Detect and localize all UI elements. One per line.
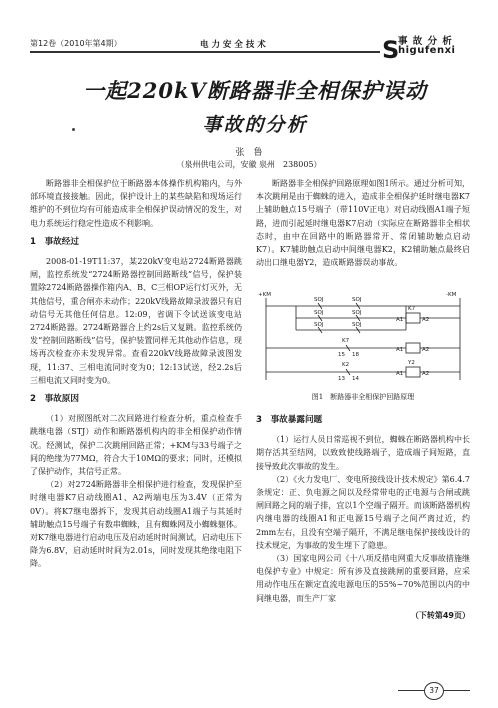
y2-pin-a2: A2 bbox=[422, 371, 430, 377]
contact-label-3: SOJ bbox=[314, 310, 324, 316]
section-3-paragraph-1: （1）运行人员日常巡视不到位，蜘蛛在断路器机构中长期存活其至结网，以致致使线路端子，造成端子间短路，直接导致此次事故的发生。 bbox=[256, 435, 470, 471]
section-1-heading: 1 事故经过 bbox=[30, 236, 79, 247]
k7-label: K7 bbox=[408, 306, 416, 312]
k2-pin-a2: A2 bbox=[422, 347, 430, 353]
page-number-badge bbox=[398, 682, 470, 698]
journal-header bbox=[0, 0, 498, 62]
terminal-13: 13 bbox=[338, 376, 345, 382]
intro-paragraph: 断路器非全相保护位于断路器本体操作机构箱内，与外部环境直接接触。因此，保护设计上的某些缺陷和现场运行维护的不到位均有可能造成非全相保护误动情况的发生，对电力系统运行稳定性造成不利影响。 bbox=[30, 179, 242, 228]
left-bus-label: +KM bbox=[258, 292, 271, 298]
y2-pin-a1: A1 bbox=[396, 371, 404, 377]
k7-coil-rect bbox=[406, 313, 420, 323]
section-3-paragraph-3: （3）国家电网公司《十八项反措电网重大反事故措施继电保护专业》中规定：所有涉及直接跳闸的重要回路，应采用动作电压在额定直流电源电压的55%~70%范围以内的中间继电器，而生产厂家 bbox=[256, 554, 470, 603]
section-2-heading: 2 事故原因 bbox=[30, 394, 79, 405]
figure-caption: 图1 断路器非全相保护回路原理 bbox=[311, 393, 415, 401]
brand-initial: S bbox=[382, 36, 400, 64]
left-column bbox=[30, 177, 242, 571]
k2-coil-rect bbox=[406, 343, 420, 353]
circuit-figure bbox=[256, 290, 470, 388]
right-bus-label: -KM bbox=[446, 292, 457, 298]
section-2-paragraph-1: （1）对照图纸对二次回路进行检查分析，重点检查手跳继电器（STJ）动作和断路器机构内的非全相保护动作情况。经测试，保护二次跳闸回路正常；+KM与33号端子之间的绝缘为77MΩ，符合大于10MΩ的要求；同时，还模拟了保护动作，其信号正常。 bbox=[30, 414, 242, 477]
k7-contact-label: K7 bbox=[342, 338, 350, 344]
section-2-paragraph-2: （2）对2724断路器非全相保护进行检查，发现保护至时继电器K7启动线圈A1、A2两端电压为3.4V（正常为0V）。将K7继电器拆下，发现其启动线圈A1端子与其延时辅助触点15号端子有数串蜘蛛，且有蜘蛛网及小蜘蛛躯体。对K7继电器进行启动电压及启动延时时间测试，启动电压下降为6.8V，启动延时时间为2.01s，同时发现其绝缘电阻下降。 bbox=[30, 480, 242, 569]
author: 张 鲁 bbox=[235, 148, 263, 158]
decorative-dot bbox=[72, 128, 75, 131]
terminal-18: 18 bbox=[352, 352, 359, 358]
k2-pin-a1: A1 bbox=[396, 347, 404, 353]
continued-note: （下转第49页） bbox=[410, 610, 470, 620]
contact-label-1: SOJ bbox=[314, 297, 324, 303]
y2-coil-rect bbox=[406, 367, 420, 377]
terminal-15: 15 bbox=[338, 352, 345, 358]
y2-label: Y2 bbox=[408, 360, 415, 366]
circuit-diagram bbox=[256, 290, 470, 388]
k7-pin-a2: A2 bbox=[422, 317, 430, 323]
right-column-top bbox=[256, 177, 470, 269]
contact-label-5: SOJ bbox=[314, 322, 324, 328]
affiliation: （泉州供电公司，安徽 泉州 238005） bbox=[176, 160, 322, 169]
section-3-paragraph-2: （2）《火力发电厂、变电所接线设计技术规定》第6.4.7条规定：正、负电源之间以及经常带电的正电源与合闸或跳闸回路之间的端子排，宜以1个空端子隔开。而该断路器机构内继电器的线圈A1和正电源15号端子之间严离过近，约2mm左右，且没有空端子隔开，不满足继电保护接线设计的技术规定，为事故的发生埋下了隐患。 bbox=[256, 474, 470, 550]
contact-label-2: SOJ bbox=[352, 297, 362, 303]
right-intro-paragraph: 断路器非全相保护回路原理如图1所示。通过分析可知，本次跳闸是由于蜘蛛的进入，造成非全相保护延时继电器K7上辅助触点15号端子（带110V正电）对启动线圈A1端子短路，进而引起延时继电器K7启动（实际应在断路器非全相状态时，由中在回路中的断路器常开、常闭辅助触点启动K7）。K7辅助触点启动中间继电器K2，K2辅助触点最终启动出口继电器Y2，造成断路器误动事故。 bbox=[256, 179, 470, 268]
section-label: 电 力 安 全 技 术 bbox=[200, 40, 266, 50]
contact-label-4: SOJ bbox=[352, 310, 362, 316]
k7-pin-a1: A1 bbox=[396, 317, 404, 323]
section-1-body: 2008-01-19T11:37，某220kV变电站2724断路器跳闸，监控系统发“2724断路器控制回路断线”信号，保护装置除2724断路器操作箱内A、B、C三相OP运行灯灭外，无其他信号，重合闸亦未动作；220kV线路故障录波器只有启动信号无其他任何信息。12:09，省调下令试送该变电站2724断路器。2724断路器合上约2s后又复跳。监控系统仍发“控制回路断线”信号，保护装置同样无其他动作信息，现场再次检查亦未发现异常。查看220kV线路故障录波图发现，11:37、三相电流同时变为0；12:13试送，经2.2s后三相电流又同时变为0。 bbox=[30, 257, 242, 385]
issue-label: 第12卷（2010年第4期） bbox=[30, 39, 122, 48]
brand-chinese: 事 故 分 析 bbox=[398, 36, 453, 47]
terminal-14: 14 bbox=[352, 376, 359, 382]
header-rule bbox=[30, 51, 380, 53]
brand-pinyin: higufenxi bbox=[398, 45, 456, 56]
page-number: 37 bbox=[424, 682, 444, 700]
k2-contact-label: K2 bbox=[342, 362, 350, 368]
contact-label-6: SOJ bbox=[352, 322, 362, 328]
right-column-bottom bbox=[256, 408, 470, 622]
article-title-line2: 事故的分析 bbox=[202, 114, 308, 136]
section-3-heading: 3 事故暴露问题 bbox=[256, 415, 323, 425]
article-title-line1: 一起220kV断路器非全相保护误动 bbox=[83, 78, 427, 103]
